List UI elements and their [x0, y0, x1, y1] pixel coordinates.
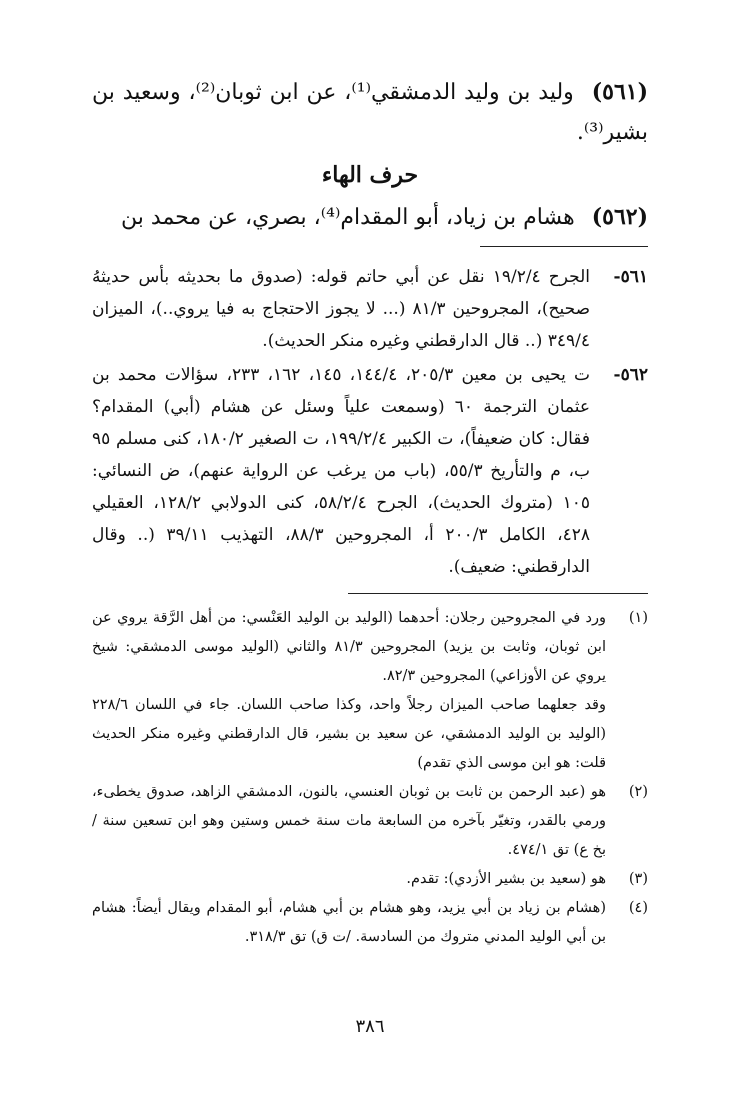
note-text: الجرح ١٩/٢/٤ نقل عن أبي حاتم قوله: (صدوق ما بحديثه بأس حديثهُ صحيح)، المجروحين ٨١/٣ (... لا يجوز الاحتجاج به فيا يروي..)، الميزان ٣٤٩/٤ (.. قال الدارقطني وغيره منكر الحديث). [92, 267, 590, 351]
section-title: حرف الهاء [321, 162, 419, 188]
footnotes-block [92, 604, 648, 952]
entry-561 [92, 72, 648, 153]
entry-number: (٥٦٢) [591, 204, 648, 230]
footnote-paragraph: هو (سعيد بن بشير الأزدي): تقدم. [406, 871, 606, 887]
entry-number: (٥٦١) [591, 79, 649, 105]
footnote-text [92, 894, 606, 952]
note-text: ت يحيى بن معين ٢٠٥/٣، ١٤٤/٤، ١٤٥، ١٦٢، ٢٣٣، سؤالات محمد بن عثمان الترجمة ٦٠ (وسمعت علياً وسئل عن هشام (أبي) المقدام؟ فقال: كان ضعيفاً)، ت الكبير ١٩٩/٢/٤، ت الصغير ١٨٠/٢، كنى مسلم ٩٥ ب، م والتأريخ ٥٥/٣، (باب من يرغب عن الرواية عنهم)، ض النسائي: ١٠٥ (متروك الحديث)، الجرح ٥٨/٢/٤، كنى الدولابي ١٢٨/٢، العقيلي ٤٢٨، الكامل ٢٠٠/٣ أ، المجروحين ٨٨/٣، التهذيب ٣٩/١١ (.. وقال الدارقطني: ضعيف). [92, 365, 591, 577]
note-number: ٥٦١- [613, 267, 648, 287]
footnote-paragraph: ورد في المجروحين رجلان: أحدهما (الوليد بن الوليد العَنْسي: من أهل الرَّقة يروي عن ابن ثوبان، وثابت بن يزيد) المجروحين ٨١/٣ والثاني (الوليد موسى الدمشقي: شيخ يروي عن الأوزاعي) المجروحين ٨٢/٣. [92, 610, 606, 684]
entry-562 [92, 197, 648, 238]
notes-divider [480, 246, 648, 247]
footnote-text [92, 865, 606, 894]
notes-block [92, 261, 648, 583]
footnote-paragraph: هو (عبد الرحمن بن ثابت بن ثوبان العنسي، بالنون، الدمشقي الزاهد، صدوق يخطىء، ورمي بالقدر، وتغيّر بآخره من السابعة مات سنة خمس وستين وهو ابن تسعين سنة / بخ ع) تق ٤٧٤/١. [92, 784, 606, 858]
footnote-number: (١) [628, 610, 648, 626]
footnote-paragraph: (هشام بن زياد بن أبي يزيد، وهو هشام بن أبي هشام، أبو المقدام ويقال أيضاً: هشام بن أبي الوليد المدني متروك من السادسة. /ت ق) تق ٣١٨/٣. [92, 900, 606, 945]
note-562 [92, 359, 648, 583]
footnote-3 [92, 865, 648, 894]
entry-text: وليد بن وليد الدمشقي⁽¹⁾، عن ابن ثوبان⁽²⁾، وسعيد بن بشير⁽³⁾. [92, 80, 648, 145]
footnote-4 [92, 894, 648, 952]
footnote-2 [92, 778, 648, 865]
entry-text: هشام بن زياد، أبو المقدام⁽⁴⁾، بصري، عن محمد بن [121, 205, 575, 230]
footnote-paragraph: وقد جعلهما صاحب الميزان رجلاً واحد، وكذا صاحب اللسان. جاء في اللسان ٢٢٨/٦ (الوليد بن الوليد الدمشقي، عن سعيد بن بشير، قال الدارقطني وغيره منكر الحديث قلت: هو ابن موسى الذي تقدم) [92, 697, 606, 771]
footnote-number: (٢) [628, 784, 648, 800]
footnote-1 [92, 604, 648, 778]
footnote-number: (٤) [628, 900, 648, 916]
note-number: ٥٦٢- [613, 365, 648, 385]
footnote-text [92, 778, 606, 865]
page-number: ٣٨٦ [355, 1016, 385, 1037]
footnote-text [92, 604, 606, 778]
footnotes-divider [348, 593, 648, 594]
note-561 [92, 261, 648, 357]
footnote-number: (٣) [628, 871, 648, 887]
